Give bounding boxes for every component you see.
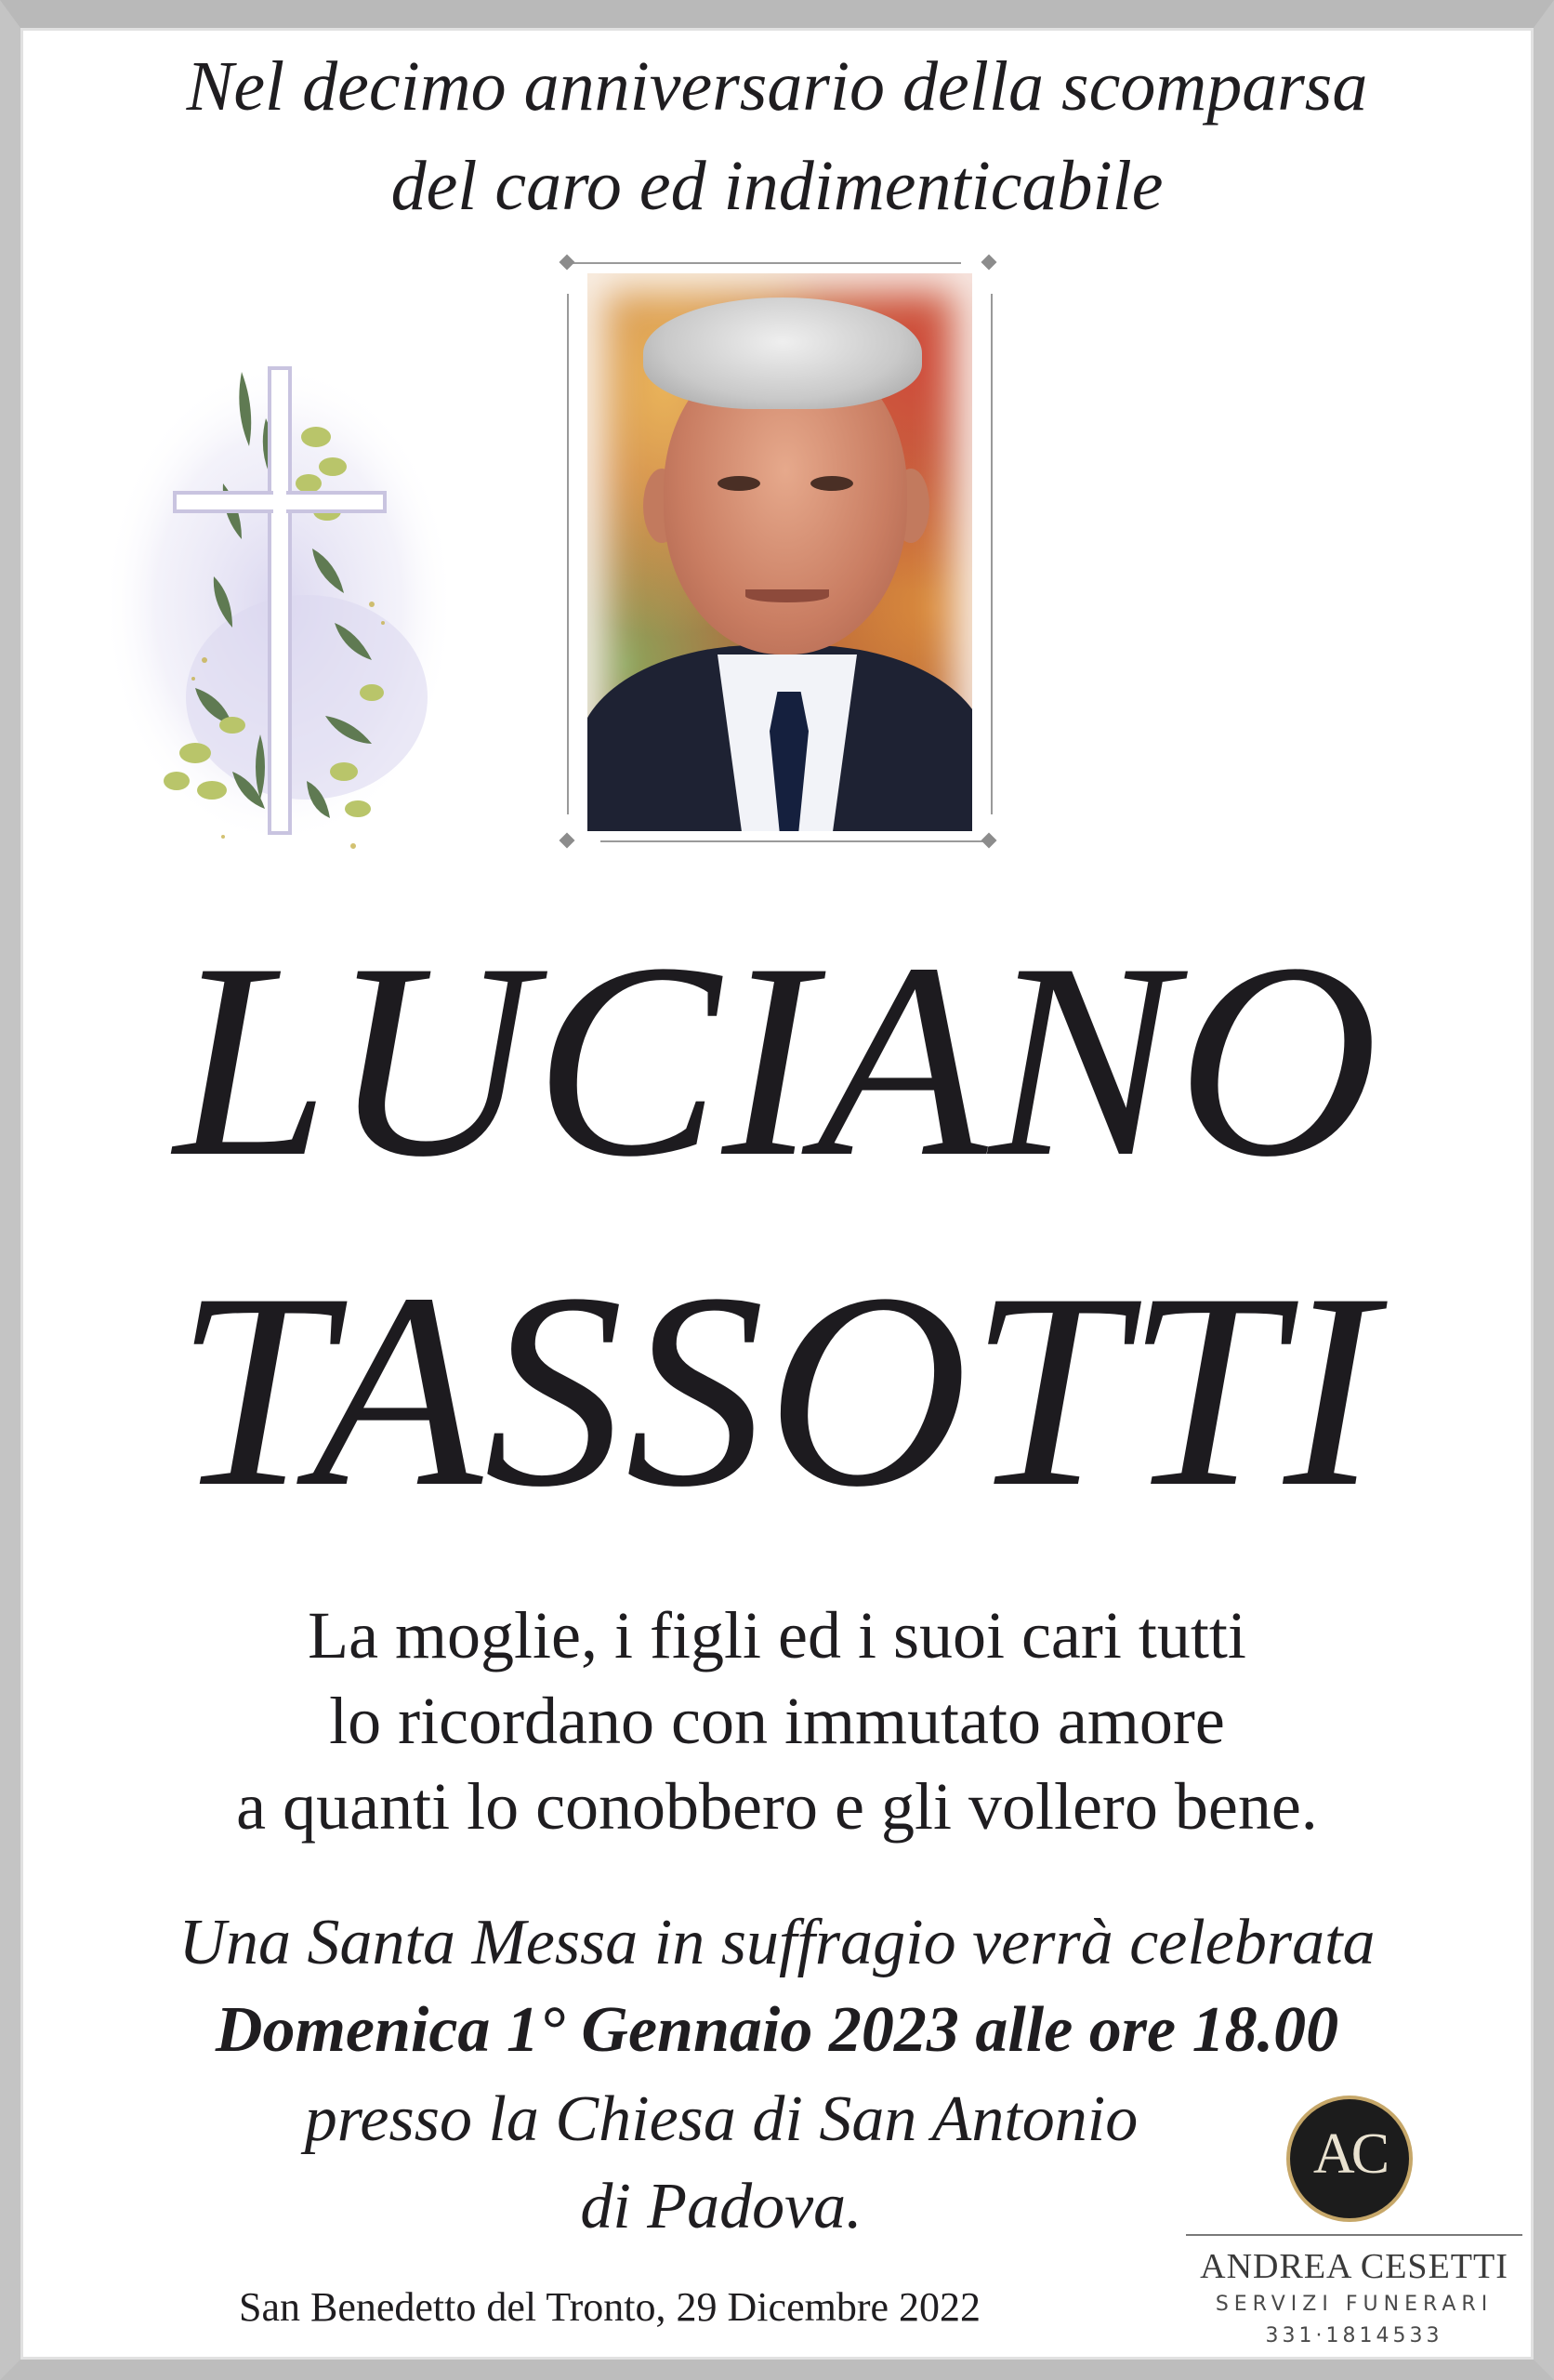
intro-line-1: Nel decimo anniversario della scomparsa — [186, 47, 1368, 126]
photo-corner-dot — [981, 833, 997, 849]
message-line-2: lo ricordano con immutato amore — [329, 1684, 1225, 1758]
message-line-1: La moglie, i figli ed i suoi cari tutti — [308, 1598, 1246, 1673]
logo-monogram: AC — [1312, 2122, 1387, 2186]
cross-with-leaves-icon — [93, 344, 465, 865]
funeral-home-name: ANDREA CESETTI — [1200, 2247, 1508, 2286]
photo-top-rule — [571, 262, 961, 264]
photo-bottom-rule — [600, 840, 991, 842]
intro-line-2: del caro ed indimenticabile — [390, 147, 1164, 225]
funeral-home-phone: 331·1814533 — [1265, 2324, 1443, 2347]
funeral-home-logo — [1286, 2096, 1413, 2222]
photo-corner-dot — [981, 255, 997, 271]
mass-line-3: presso la Chiesa di San Antonio — [304, 2083, 1139, 2155]
place-date: San Benedetto del Tronto, 29 Dicembre 2022 — [238, 2284, 981, 2330]
photo-right-rule — [991, 294, 993, 814]
logo-divider — [1186, 2234, 1522, 2236]
mass-line-4: di Padova. — [580, 2171, 863, 2242]
photo-left-rule — [567, 294, 569, 814]
portrait-image — [587, 273, 972, 831]
mass-line-1: Una Santa Messa in suffragio verrà celebrata — [178, 1907, 1376, 1978]
deceased-last-name: TASSOTTI — [175, 1236, 1379, 1544]
deceased-first-name: LUCIANO — [174, 906, 1380, 1214]
mass-date-time: Domenica 1° Gennaio 2023 alle ore 18.00 — [215, 1994, 1339, 2066]
funeral-home-subtitle: SERVIZI FUNERARI — [1215, 2293, 1494, 2316]
portrait-photo — [567, 257, 994, 848]
message-line-3: a quanti lo conobbero e gli vollero bene. — [236, 1769, 1318, 1844]
